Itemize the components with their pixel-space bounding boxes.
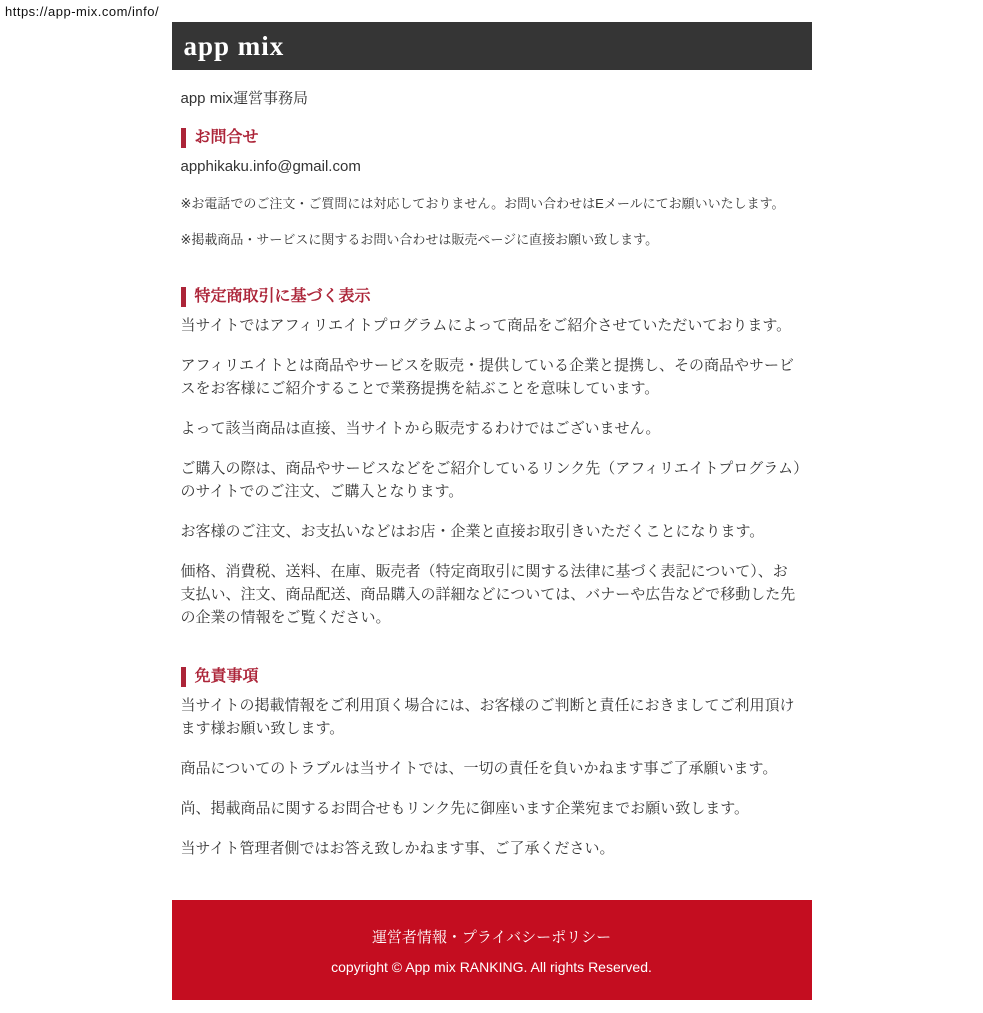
section-heading-contact: お問合せ xyxy=(181,128,803,148)
section-heading-disclaimer: 免責事項 xyxy=(181,667,803,687)
disclaimer-paragraph: 商品についてのトラブルは当サイトでは、一切の責任を負いかねます事ご了承願います。 xyxy=(180,760,778,777)
site-title-link[interactable]: app mix xyxy=(183,30,285,61)
disclaimer-paragraph: 尚、掲載商品に関するお問合せもリンク先に御座います企業宛までお願い致します。 xyxy=(180,800,750,817)
contact-note: ※掲載商品・サービスに関するお問い合わせは販売ページに直接お願い致します。 xyxy=(180,232,659,247)
page-container xyxy=(172,22,812,1000)
main-content xyxy=(172,88,812,860)
tokutei-paragraph: ご購入の際は、商品やサービスなどをご紹介しているリンク先（アフィリエイトプログラム）のサイトでのご注文、ご購入となります。 xyxy=(180,460,801,500)
page-url-text: https://app-mix.com/info/ xyxy=(5,4,160,19)
operator-name: app mix運営事務局 xyxy=(180,90,309,107)
site-footer xyxy=(172,900,812,1000)
tokutei-paragraph: よって該当商品は直接、当サイトから販売するわけではございません。 xyxy=(180,420,661,437)
footer-copyright: copyright © App mix RANKING. All rights Reserved. xyxy=(331,958,652,975)
footer-privacy-link[interactable]: 運営者情報・プライバシーポリシー xyxy=(371,928,612,946)
disclaimer-paragraph: 当サイト管理者側ではお答え致しかねます事、ご了承ください。 xyxy=(180,840,615,857)
tokutei-paragraph: 価格、消費税、送料、在庫、販売者（特定商取引に関する法律に基づく表記について）、お支払い、注文、商品配送、商品購入の詳細などについては、バナーや広告などで移動した先の企業の情報をご覧ください。 xyxy=(180,563,796,626)
tokutei-paragraph: 当サイトではアフィリエイトプログラムによって商品をご紹介させていただいております。 xyxy=(180,317,792,334)
contact-note: ※お電話でのご注文・ご質問には対応しておりません。お問い合わせはEメールにてお願いいたします。 xyxy=(180,196,785,211)
site-header xyxy=(172,22,812,70)
tokutei-paragraph: アフィリエイトとは商品やサービスを販売・提供している企業と提携し、その商品やサービスをお客様にご紹介することで業務提携を結ぶことを意味しています。 xyxy=(180,357,795,397)
disclaimer-paragraph: 当サイトの掲載情報をご利用頂く場合には、お客様のご判断と責任におきましてご利用頂けます様お願い致します。 xyxy=(180,697,795,737)
contact-email: apphikaku.info@gmail.com xyxy=(180,158,361,175)
section-heading-tokutei: 特定商取引に基づく表示 xyxy=(181,287,803,307)
tokutei-paragraph: お客様のご注文、お支払いなどはお店・企業と直接お取引きいただくことになります。 xyxy=(180,523,765,540)
